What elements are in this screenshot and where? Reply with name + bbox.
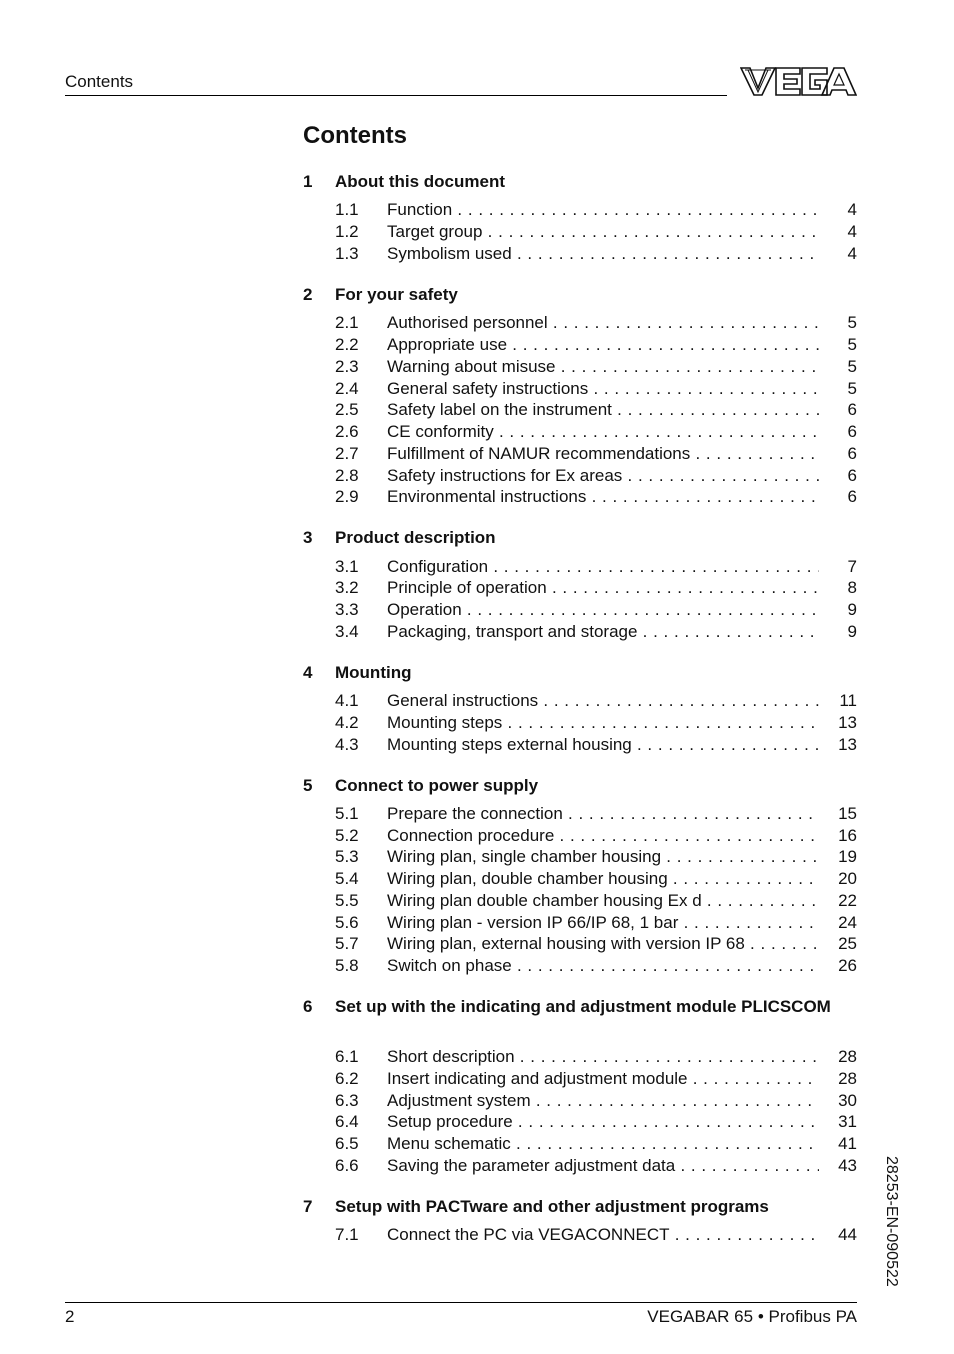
section-number: 3 — [303, 528, 313, 547]
entry-label: Menu schematic . . . — [387, 1134, 819, 1154]
toc-entry[interactable] — [335, 804, 857, 826]
toc-entry[interactable] — [335, 444, 857, 466]
section-heading — [303, 528, 496, 548]
entry-label: Switch on phase . . . — [387, 956, 819, 976]
entry-number: 6.6 — [335, 1156, 359, 1175]
entry-number: 4.2 — [335, 713, 359, 732]
entry-label: Principle of operation . . . — [387, 578, 819, 598]
entry-number: 7.1 — [335, 1225, 359, 1244]
section-title: Connect to power supply — [335, 776, 539, 795]
entry-number: 6.1 — [335, 1047, 359, 1066]
entry-page: 8 — [847, 578, 857, 597]
entry-label: Wiring plan - version IP 66/IP 68, 1 bar . . . — [387, 913, 819, 933]
entry-page: 13 — [838, 735, 857, 754]
toc-entry[interactable] — [335, 847, 857, 869]
entry-page: 4 — [847, 244, 857, 263]
entry-number: 2.2 — [335, 335, 359, 354]
entry-label: Short description . . . — [387, 1047, 819, 1067]
toc-entry[interactable] — [335, 313, 857, 335]
entry-label: Insert indicating and adjustment module . . . — [387, 1069, 819, 1089]
entry-label: Fulfillment of NAMUR recommendations . . . — [387, 444, 819, 464]
entry-page: 5 — [847, 357, 857, 376]
section-number: 6 — [303, 997, 313, 1016]
entry-number: 3.4 — [335, 622, 359, 641]
entry-label: Mounting steps external housing . . . — [387, 735, 819, 755]
toc-entry[interactable] — [335, 244, 857, 266]
section-title: About this document — [335, 172, 505, 191]
entry-label: Authorised personnel . . . — [387, 313, 819, 333]
toc-entry[interactable] — [335, 891, 857, 913]
section-title: Setup with PACTware and other adjustment programs — [335, 1197, 769, 1216]
entry-page: 16 — [838, 826, 857, 845]
entry-number: 5.5 — [335, 891, 359, 910]
toc-entry[interactable] — [335, 869, 857, 891]
entry-page: 19 — [838, 847, 857, 866]
toc-entry[interactable] — [335, 934, 857, 956]
entry-page: 7 — [847, 557, 857, 576]
toc-entry[interactable] — [335, 1069, 857, 1091]
entry-page: 28 — [838, 1047, 857, 1066]
toc-entry[interactable] — [335, 422, 857, 444]
toc-entry[interactable] — [335, 735, 857, 757]
entry-number: 6.3 — [335, 1091, 359, 1110]
entry-number: 5.8 — [335, 956, 359, 975]
section-heading — [303, 285, 458, 305]
entry-label: Target group . . . — [387, 222, 819, 242]
entry-label: Wiring plan, single chamber housing . . . — [387, 847, 819, 867]
toc-entry[interactable] — [335, 1112, 857, 1134]
entry-page: 22 — [838, 891, 857, 910]
entry-label: Connection procedure . . . — [387, 826, 819, 846]
toc-entry[interactable] — [335, 357, 857, 379]
entry-number: 5.6 — [335, 913, 359, 932]
entry-label: Wiring plan, external housing with version IP 68 . . . — [387, 934, 819, 954]
document-code: 28253-EN-090522 — [883, 1156, 900, 1287]
vega-logo-mark — [740, 66, 857, 97]
toc-entry[interactable] — [335, 1156, 857, 1178]
entry-number: 2.1 — [335, 313, 359, 332]
entry-page: 28 — [838, 1069, 857, 1088]
entry-number: 2.5 — [335, 400, 359, 419]
section-heading — [303, 1197, 769, 1217]
entry-page: 25 — [838, 934, 857, 953]
entry-page: 41 — [838, 1134, 857, 1153]
entry-page: 44 — [838, 1225, 857, 1244]
toc-entry[interactable] — [335, 1047, 857, 1069]
section-number: 1 — [303, 172, 313, 191]
section-title: For your safety — [335, 285, 458, 304]
entry-page: 24 — [838, 913, 857, 932]
entry-page: 6 — [847, 466, 857, 485]
toc-entry[interactable] — [335, 222, 857, 244]
toc-entry[interactable] — [335, 578, 857, 600]
entry-number: 1.1 — [335, 200, 359, 219]
entry-page: 9 — [847, 600, 857, 619]
entry-number: 4.1 — [335, 691, 359, 710]
entry-label: Environmental instructions . . . — [387, 487, 819, 507]
entry-number: 6.4 — [335, 1112, 359, 1131]
entry-label: General instructions . . . — [387, 691, 819, 711]
toc-entry[interactable] — [335, 826, 857, 848]
section-number: 5 — [303, 776, 313, 795]
entry-page: 43 — [838, 1156, 857, 1175]
entry-page: 6 — [847, 444, 857, 463]
entry-label: CE conformity . . . — [387, 422, 819, 442]
section-title: Set up with the indicating and adjustment module PLICSCOM — [335, 997, 831, 1016]
section-heading — [303, 663, 411, 683]
section-number: 4 — [303, 663, 313, 682]
entry-label: Mounting steps . . . — [387, 713, 819, 733]
entry-page: 26 — [838, 956, 857, 975]
entry-number: 6.2 — [335, 1069, 359, 1088]
vega-logo — [740, 66, 857, 97]
section-heading — [303, 172, 505, 192]
entry-page: 20 — [838, 869, 857, 888]
entry-label: Prepare the connection . . . — [387, 804, 819, 824]
entry-page: 5 — [847, 313, 857, 332]
entry-number: 5.2 — [335, 826, 359, 845]
toc-entry[interactable] — [335, 487, 857, 509]
entry-label: Safety label on the instrument . . . — [387, 400, 819, 420]
toc-entry[interactable] — [335, 1134, 857, 1156]
section-title: Mounting — [335, 663, 412, 682]
toc-entry[interactable] — [335, 600, 857, 622]
toc-entry[interactable] — [335, 400, 857, 422]
entry-page: 30 — [838, 1091, 857, 1110]
entry-number: 5.1 — [335, 804, 359, 823]
entry-page: 5 — [847, 379, 857, 398]
entry-number: 2.9 — [335, 487, 359, 506]
section-heading — [303, 776, 538, 796]
page-title: Contents — [303, 122, 407, 149]
entry-page: 13 — [838, 713, 857, 732]
entry-label: Appropriate use . . . — [387, 335, 819, 355]
entry-page: 31 — [838, 1112, 857, 1131]
entry-number: 3.3 — [335, 600, 359, 619]
toc-entry[interactable] — [335, 691, 857, 713]
entry-label: Configuration . . . — [387, 557, 819, 577]
section-number: 7 — [303, 1197, 313, 1216]
entry-label: Function . . . — [387, 200, 819, 220]
entry-label: Safety instructions for Ex areas . . . — [387, 466, 819, 486]
header-label: Contents — [65, 72, 134, 91]
entry-number: 3.2 — [335, 578, 359, 597]
toc-entry[interactable] — [335, 913, 857, 935]
entry-number: 5.7 — [335, 934, 359, 953]
toc-entry[interactable] — [335, 335, 857, 357]
entry-page: 11 — [839, 691, 857, 710]
entry-number: 4.3 — [335, 735, 359, 754]
entry-page: 4 — [847, 200, 857, 219]
entry-page: 4 — [847, 222, 857, 241]
entry-page: 6 — [847, 400, 857, 419]
entry-page: 15 — [838, 804, 857, 823]
toc-entry[interactable] — [335, 200, 857, 222]
entry-label: Saving the parameter adjustment data . . . — [387, 1156, 819, 1176]
toc-entry[interactable] — [335, 466, 857, 488]
section-title: Product description — [335, 528, 496, 547]
entry-page: 9 — [847, 622, 857, 641]
entry-number: 5.3 — [335, 847, 359, 866]
entry-label: Adjustment system . . . — [387, 1091, 819, 1111]
entry-number: 5.4 — [335, 869, 359, 888]
entry-number: 3.1 — [335, 557, 359, 576]
toc-entry[interactable] — [335, 956, 857, 978]
toc-entry[interactable] — [335, 622, 857, 644]
entry-number: 2.8 — [335, 466, 359, 485]
entry-number: 2.7 — [335, 444, 359, 463]
toc-entry[interactable] — [335, 713, 857, 735]
entry-number: 2.4 — [335, 379, 359, 398]
entry-number: 2.3 — [335, 357, 359, 376]
entry-label: Connect the PC via VEGACONNECT . . . — [387, 1225, 819, 1245]
entry-page: 5 — [847, 335, 857, 354]
entry-label: Wiring plan, double chamber housing . . . — [387, 869, 819, 889]
toc-entry[interactable] — [335, 557, 857, 579]
entry-label: General safety instructions . . . — [387, 379, 819, 399]
section-heading — [303, 997, 831, 1017]
entry-page: 6 — [847, 422, 857, 441]
entry-number: 6.5 — [335, 1134, 359, 1153]
header-rule — [65, 95, 727, 96]
entry-label: Warning about misuse . . . — [387, 357, 819, 377]
entry-label: Wiring plan double chamber housing Ex d . . . — [387, 891, 819, 911]
entry-label: Setup procedure . . . — [387, 1112, 819, 1132]
entry-label: Packaging, transport and storage . . . — [387, 622, 819, 642]
entry-number: 2.6 — [335, 422, 359, 441]
entry-label: Symbolism used . . . — [387, 244, 819, 264]
footer-rule — [65, 1302, 857, 1303]
toc-entry[interactable] — [335, 1091, 857, 1113]
entry-number: 1.3 — [335, 244, 359, 263]
footer-product: VEGABAR 65 • Profibus PA — [647, 1307, 857, 1326]
entry-number: 1.2 — [335, 222, 359, 241]
entry-label: Operation . . . — [387, 600, 819, 620]
toc-entry[interactable] — [335, 379, 857, 401]
section-number: 2 — [303, 285, 313, 304]
entry-page: 6 — [847, 487, 857, 506]
toc-entry[interactable] — [335, 1225, 857, 1247]
footer-page-number: 2 — [65, 1307, 75, 1326]
